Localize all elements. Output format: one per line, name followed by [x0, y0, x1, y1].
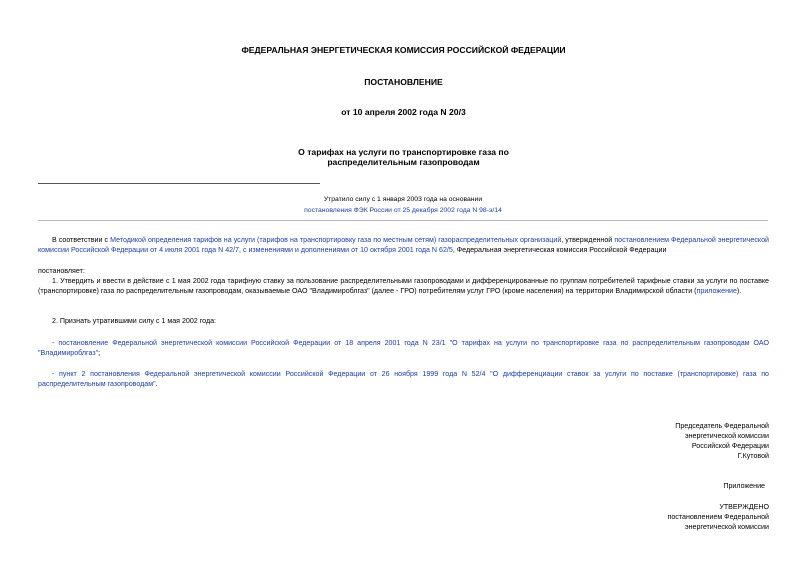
approval-line-3: энергетической комиссии [684, 523, 769, 531]
signature-line-2: энергетической комиссии [684, 432, 769, 440]
separator-short [38, 183, 320, 184]
annex-heading: Приложение [723, 482, 765, 490]
intro-text-4: , Федеральная энергетическая комиссия Российской Федерации [452, 246, 667, 254]
intro-paragraph [38, 235, 769, 255]
repealed-item-1-end: ; [98, 349, 101, 357]
approval-stamp [509, 502, 769, 532]
repealed-item-1 [38, 338, 769, 358]
item-1-end: ). [736, 287, 742, 295]
cancellation-note: Утратило силу с 1 января 2003 года на основании [323, 196, 483, 203]
methodology-link[interactable]: Методикой определения тарифов на услуги (тарифов на транспортировку газа по местным сетям) газораспределительных организаций [110, 236, 562, 244]
intro-text-1: В соответствии с [52, 236, 111, 244]
approval-line-2: постановлением Федеральной [667, 513, 769, 521]
cancellation-decree-link[interactable]: постановления ФЭК России от 25 декабря 2002 года N 98-э/14 [304, 207, 502, 214]
document-title [0, 147, 807, 167]
item-1-paragraph [38, 276, 769, 296]
signature-name: Г.Кутовой [737, 452, 769, 460]
annex-link[interactable]: приложение [696, 287, 737, 295]
issuing-organization: ФЕДЕРАЛЬНАЯ ЭНЕРГЕТИЧЕСКАЯ КОМИССИЯ РОССИЙСКОЙ ФЕДЕРАЦИИ [241, 45, 566, 55]
signature-line-1: Председатель Федеральной [675, 422, 769, 430]
repealed-decree-52-4-link[interactable]: - пункт 2 постановления Федеральной энергетической комиссии Российской Федерации от 26 ноября 1999 года N 52/4 "О дифференциации ставок за услуги по поставке (транспортировке) газа по распределительным газопроводам" [38, 370, 769, 388]
signature-line-3: Российской Федерации [691, 442, 769, 450]
item-2-paragraph: 2. Признать утратившими силу с 1 мая 2002 года: [52, 317, 217, 325]
repealed-item-2-end: . [155, 380, 158, 388]
approval-line-1: УТВЕРЖДЕНО [719, 503, 769, 511]
document-date-number: от 10 апреля 2002 года N 20/3 [341, 107, 466, 117]
separator-long [38, 220, 768, 221]
intro-text-2: , утвержденной [561, 236, 615, 244]
cancellation-link-line [38, 205, 768, 216]
document-title-line-1: О тарифах на услуги по транспортировке газа по [298, 147, 509, 157]
item-1-text: 1. Утвердить и ввести в действие с 1 мая 2002 года тарифную ставку за пользование распределительными газопроводами и дифференцированные по группам потребителей тарифные ставки за услуги по поставке (транспортировке) газа по распределительным газопроводам, оказываемые ОАО "Владимироблгаз" (далее - ГРО) потребителям услуг ГРО (кроме населения) на территории Владимирской области ( [38, 277, 769, 295]
document-type: ПОСТАНОВЛЕНИЕ [364, 77, 443, 87]
repealed-decree-23-1-link[interactable]: - постановление Федеральной энергетической комиссии Российской Федерации от 18 апреля 2001 года N 23/1 "О тарифах на услуги по транспортировке газа по распределительным газопроводам ОАО "Владимироблгаз" [38, 339, 769, 357]
signature-block [509, 421, 769, 461]
amendments-link[interactable]: , с изменениями и дополнениями от 10 октября 2001 года N 62/5 [239, 246, 453, 254]
resolves-label: постановляет: [38, 267, 85, 275]
repealed-item-2 [38, 369, 769, 389]
document-title-line-2: распределительным газопроводам [327, 157, 480, 167]
resolution-42-7-link[interactable]: постановлением Федеральной энергетической комиссии Российской Федерации от 4 июля 2001 года N 42/7 [38, 236, 769, 254]
